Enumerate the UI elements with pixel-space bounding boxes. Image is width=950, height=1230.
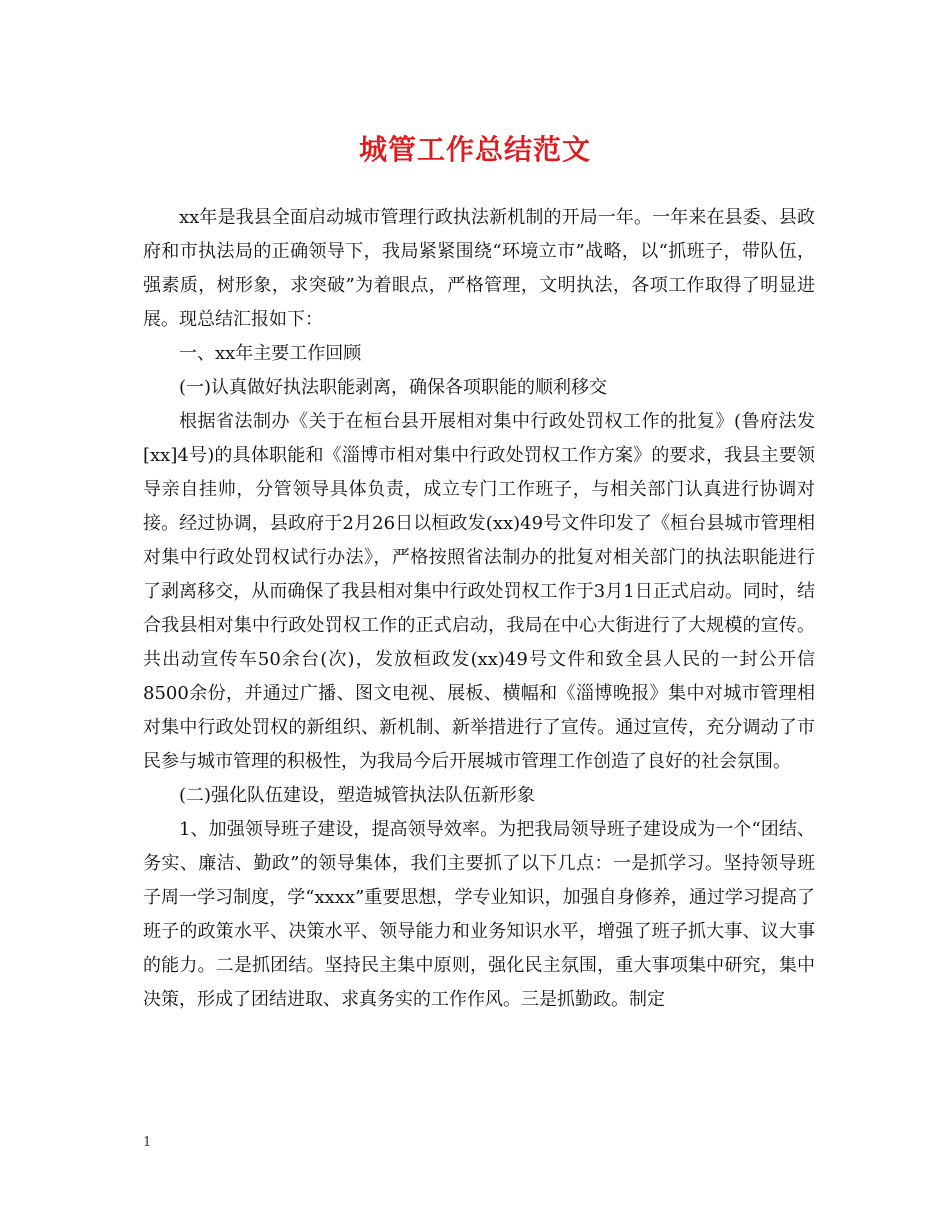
body-paragraph-functions: 根据省法制办《关于在桓台县开展相对集中行政处罚权工作的批复》(鲁府法发[xx]4号)的具体职能和《淄博市相对集中行政处罚权工作方案》的要求，我县主要领导亲自挂帅，分管领导具体负责，成立专门工作班子，与相关部门认真进行协调对接。经过协调，县政府于2月26日以桓政发(xx)49号文件印发了《桓台县城市管理相对集中行政处罚权试行办法》，严格按照省法制办的批复对相关部门的执法职能进行了剥离移交，从而确保了我县相对集中行政处罚权工作于3月1日正式启动。同时，结合我县相对集中行政处罚权工作的正式启动，我局在中心大街进行了大规模的宣传。共出动宣传车50余台(次)，发放桓政发(xx)49号文件和致全县人民的一封公开信8500余份，并通过广播、图文电视、展板、横幅和《淄博晚报》集中对城市管理相对集中行政处罚权的新组织、新机制、新举措进行了宣传。通过宣传，充分调动了市民参与城市管理的积极性，为我局今后开展城市管理工作创造了良好的社会氛围。 — [143, 411, 815, 772]
document-body — [143, 201, 815, 1017]
subsection-heading-2: (二)强化队伍建设，塑造城管执法队伍新形象 — [179, 785, 536, 806]
document-title: 城管工作总结范文 — [358, 133, 591, 166]
body-paragraph-leadership: 1、加强领导班子建设，提高领导效率。为把我局领导班子建设成为一个“团结、务实、廉洁、勤政”的领导集体，我们主要抓了以下几点：一是抓学习。坚持领导班子周一学习制度，学“xxxx”重要思想，学专业知识，加强自身修养，通过学习提高了班子的政策水平、决策水平、领导能力和业务知识水平，增强了班子抓大事、议大事的能力。二是抓团结。坚持民主集中原则，强化民主氛围，重大事项集中研究，集中决策，形成了团结进取、求真务实的工作作风。三是抓勤政。制定 — [143, 819, 815, 1010]
section-heading-review: 一、xx年主要工作回顾 — [179, 343, 362, 364]
subsection-heading-1: (一)认真做好执法职能剥离，确保各项职能的顺利移交 — [179, 377, 608, 398]
page-number: 1 — [143, 1135, 152, 1150]
intro-paragraph: xx年是我县全面启动城市管理行政执法新机制的开局一年。一年来在县委、县政府和市执法局的正确领导下，我局紧紧围绕“环境立市”战略，以“抓班子，带队伍，强素质，树形象，求突破”为着眼点，严格管理，文明执法，各项工作取得了明显进展。现总结汇报如下： — [143, 207, 815, 330]
